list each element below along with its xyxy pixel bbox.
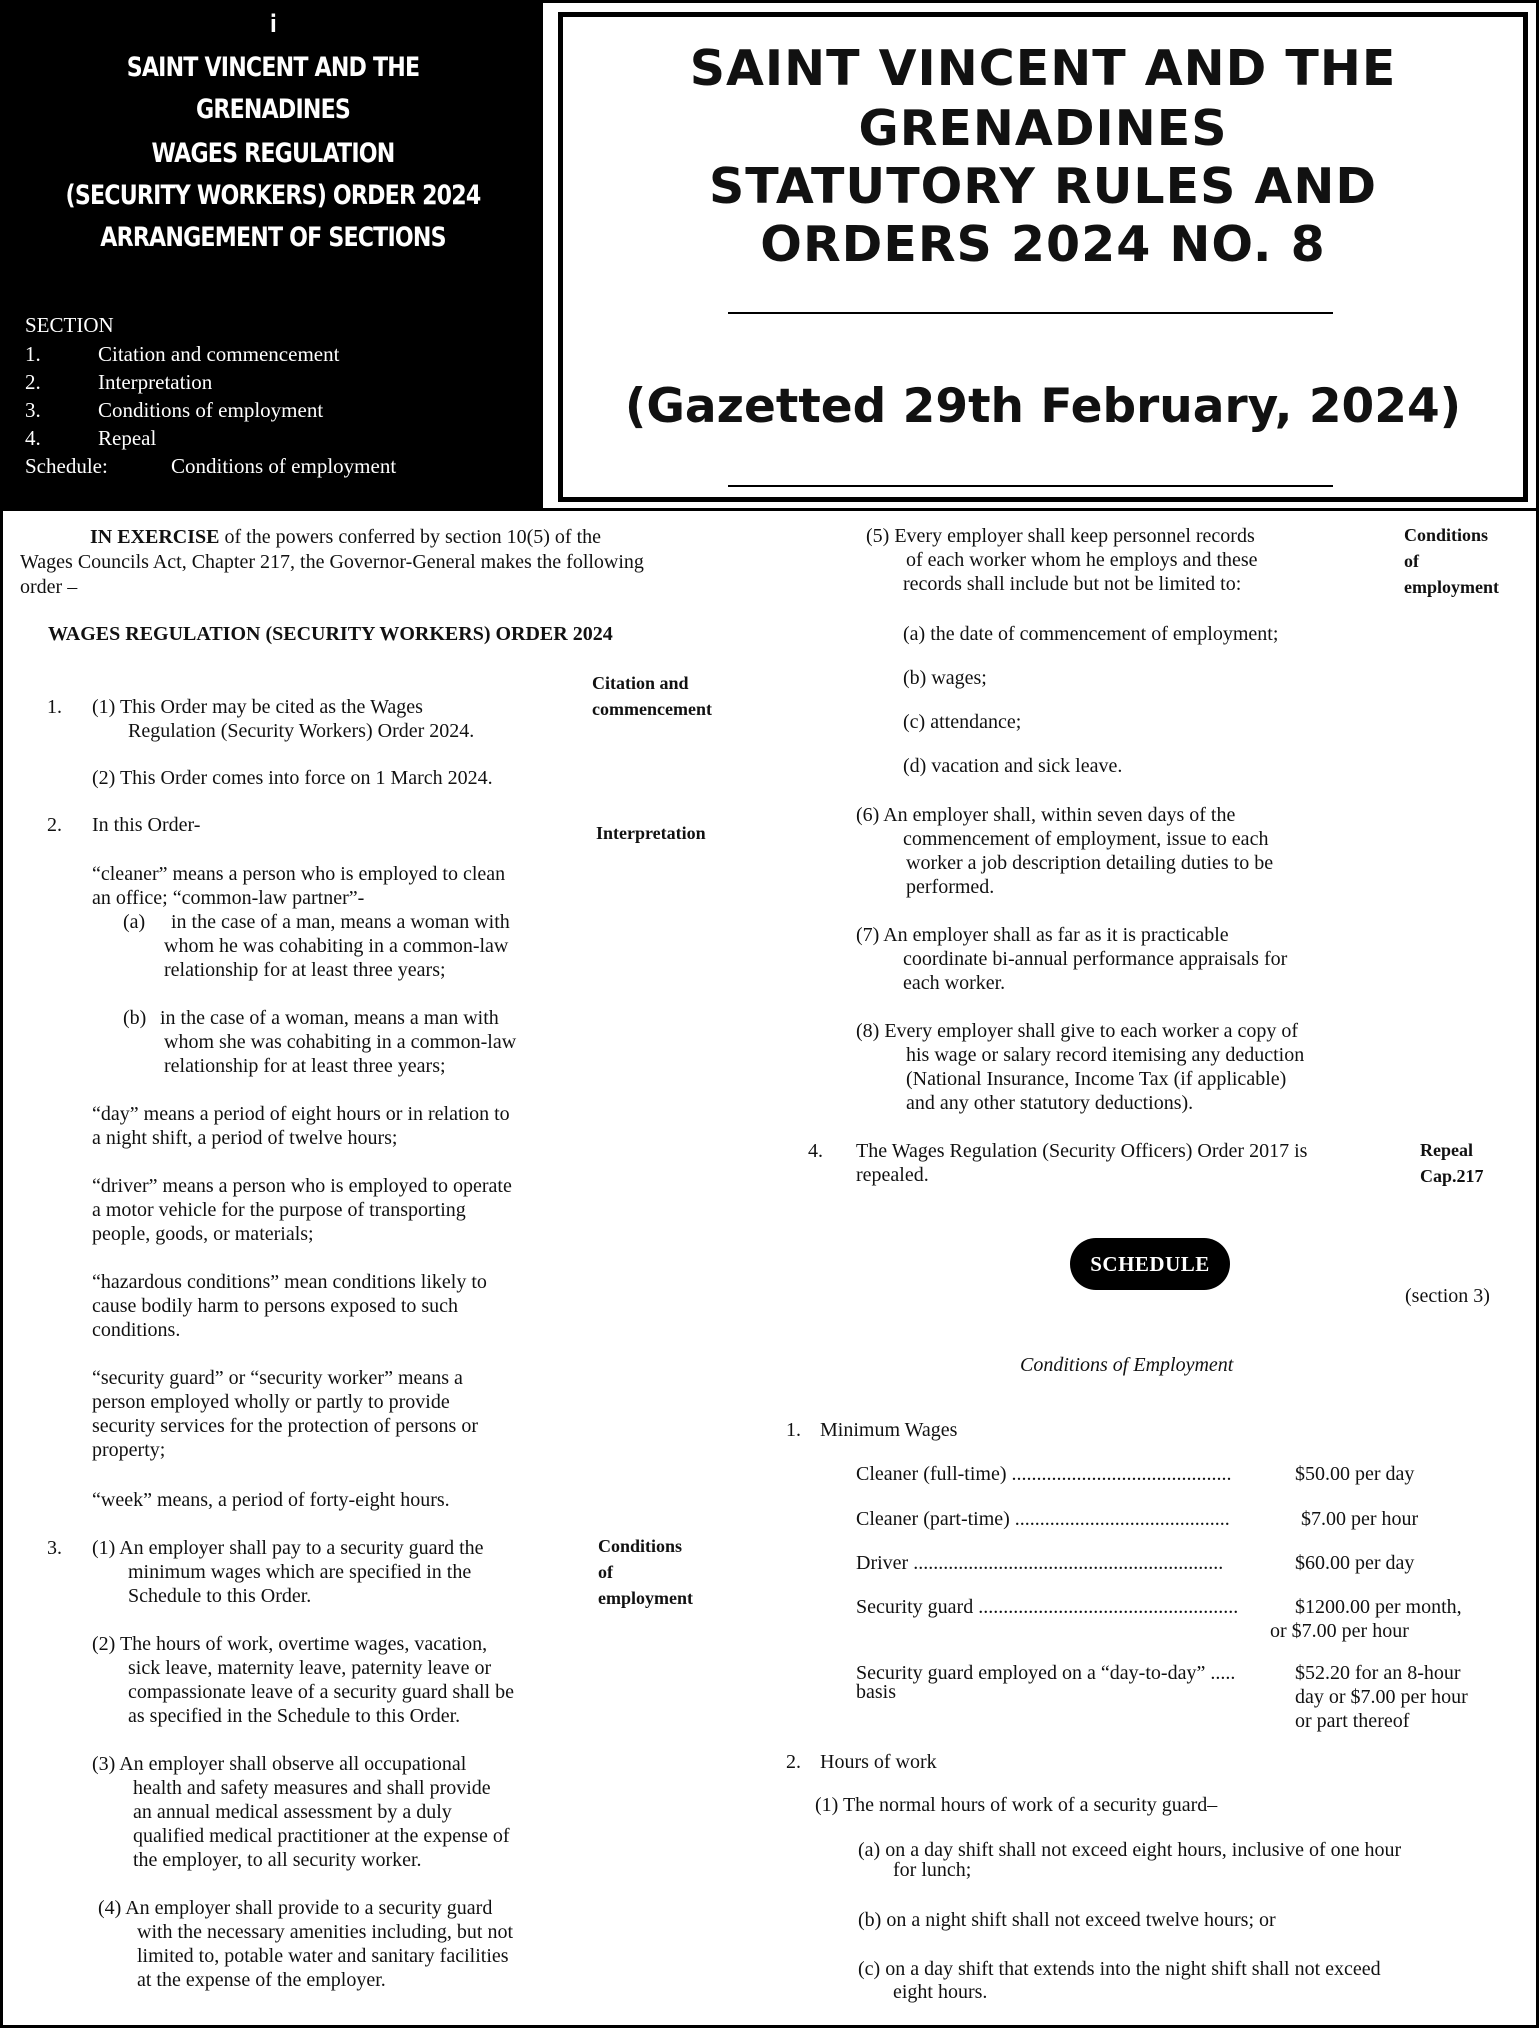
hw-a-1: (a) on a day shift shall not exceed eight hours, inclusive of one hour [858,1839,1402,1861]
s1-num: 1. [47,696,62,718]
section-2-num: 2. [25,370,41,394]
clp-a-2: whom he was cohabiting in a common-law [164,935,509,957]
wage-rate-security-guard-2: or $7.00 per hour [1270,1620,1409,1642]
hw-a-2: for lunch; [893,1859,972,1881]
def-haz-1: “hazardous conditions” mean conditions likely to [92,1271,487,1293]
wage-rate-dtd-1: $52.20 for an 8-hour [1295,1662,1461,1684]
section-ref: (section 3) [1405,1285,1490,1307]
title-rule-top [728,312,1333,314]
page-number: i [270,10,276,38]
def-haz-2: cause bodily harm to persons exposed to such [92,1295,459,1317]
mw-title: Minimum Wages [820,1419,958,1441]
wage-rate-security-guard: $1200.00 per month, [1295,1596,1462,1618]
s3-7-a: (7) An employer shall as far as it is practicable [856,924,1229,946]
intro-line-2: Wages Councils Act, Chapter 217, the Governor-General makes the following [20,551,644,573]
section-label: SECTION [25,313,114,337]
s3-8-c: (National Insurance, Income Tax (if applicable) [906,1068,1287,1090]
s4-margin-2: Cap.217 [1420,1166,1484,1186]
title-rule-bottom [728,485,1333,487]
s3-num: 3. [47,1537,62,1559]
clp-a-1: in the case of a man, means a woman with [171,911,510,933]
s4-margin-1: Repeal [1420,1140,1473,1160]
clp-b-3: relationship for at least three years; [164,1055,446,1077]
section-4-num: 4. [25,426,41,450]
intro-line-1-rest: of the powers conferred by section 10(5) of the [219,526,602,548]
s3-4-d: at the expense of the employer. [137,1969,386,1991]
s4-a: The Wages Regulation (Security Officers) Order 2017 is [856,1140,1308,1162]
arrangement-country: SAINT VINCENT AND THE GRENADINES [126,52,420,125]
section-1-title: Citation and commencement [98,342,340,366]
s3-4-a: (4) An employer shall provide to a security guard [98,1897,493,1919]
intro-bold: IN EXERCISE [90,526,220,548]
s3-3-b: health and safety measures and shall provide [133,1777,491,1799]
section-1-num: 1. [25,342,41,366]
s3-1-b: minimum wages which are specified in the [128,1561,472,1583]
schedule-heading: SCHEDULE [1070,1238,1230,1290]
s1-2: (2) This Order comes into force on 1 March 2024. [92,767,493,789]
s3-1-c: Schedule to this Order. [128,1585,312,1607]
s3-2-d: as specified in the Schedule to this Order. [128,1705,461,1727]
gazetted-date: (Gazetted 29th February, 2024) [624,379,1462,434]
s1-1-b: Regulation (Security Workers) Order 2024. [128,720,475,742]
s3-1-a: (1) An employer shall pay to a security guard the [92,1537,484,1559]
right-margin-3: employment [1404,577,1499,597]
title-box [558,12,1528,502]
hw-num: 2. [786,1751,801,1773]
header-divider [3,508,1536,511]
wage-role-cleaner-ft: Cleaner (full-time) ............................................ [856,1463,1232,1485]
title-line-2: GRENADINES [858,100,1228,157]
hw-c-2: eight hours. [893,1981,988,2003]
wage-role-cleaner-pt: Cleaner (part-time) ........................................... [856,1508,1230,1530]
wage-role-dtd-2: basis [856,1681,896,1703]
s3-3-c: an annual medical assessment by a duly [133,1801,452,1823]
def-sg-4: property; [92,1439,166,1461]
def-driver-1: “driver” means a person who is employed to operate [92,1175,512,1197]
wage-role-security-guard: Security guard .................................................... [856,1596,1239,1618]
s1-margin-2: commencement [592,699,712,719]
s4-b: repealed. [856,1164,929,1186]
s2-intro: In this Order- [92,814,201,836]
s2-num: 2. [47,814,62,836]
def-sg-1: “security guard” or “security worker” means a [92,1367,463,1389]
conditions-title: Conditions of Employment [1020,1354,1234,1376]
arrangement-title-2: (SECURITY WORKERS) ORDER 2024 [65,180,481,211]
wage-rate-cleaner-ft: $50.00 per day [1295,1463,1415,1485]
title-line-1: SAINT VINCENT AND THE [689,40,1397,97]
arrangement-title-1: WAGES REGULATION [151,138,395,169]
s3-5-c: records shall include but not be limited to: [903,573,1242,595]
def-driver-3: people, goods, or materials; [92,1223,314,1245]
clp-a-3: relationship for at least three years; [164,959,446,981]
record-c: (c) attendance; [903,711,1022,733]
s3-7-b: coordinate bi-annual performance appraisals for [903,948,1288,970]
s3-7-c: each worker. [903,972,1006,994]
intro-line-1 [90,525,601,550]
intro-line-3: order – [20,576,78,598]
s3-8-b: his wage or salary record itemising any deduction [906,1044,1305,1066]
hw-b: (b) on a night shift shall not exceed twelve hours; or [858,1909,1276,1931]
s3-8-a: (8) Every employer shall give to each worker a copy of [856,1020,1299,1042]
title-line-3: STATUTORY RULES AND [708,158,1378,215]
def-driver-2: a motor vehicle for the purpose of transporting [92,1199,466,1221]
s3-3-d: qualified medical practitioner at the expense of [133,1825,510,1847]
s3-6-c: worker a job description detailing duties to be [906,852,1274,874]
clp-a-label: (a) [123,911,146,933]
hw-title: Hours of work [820,1751,937,1773]
wage-rate-driver: $60.00 per day [1295,1552,1415,1574]
s2-margin: Interpretation [596,823,706,843]
hw-c-1: (c) on a day shift that extends into the night shift shall not exceed [858,1958,1381,1980]
order-heading: WAGES REGULATION (SECURITY WORKERS) ORDER 2024 [48,623,613,645]
wage-role-dtd-1: Security guard employed on a “day-to-day” ..... [856,1662,1236,1684]
record-d: (d) vacation and sick leave. [903,755,1123,777]
wage-rate-dtd-3: or part thereof [1295,1710,1410,1732]
s3-margin-2: of [598,1562,613,1582]
s3-6-d: performed. [906,876,995,898]
wage-rate-cleaner-pt: $7.00 per hour [1301,1508,1419,1530]
record-b: (b) wages; [903,667,987,689]
def-cleaner-2: an office; “common-law partner”- [92,887,365,909]
wage-role-driver: Driver .............................................................. [856,1552,1224,1574]
section-4-title: Repeal [98,426,157,450]
def-haz-3: conditions. [92,1319,181,1341]
s3-2-a: (2) The hours of work, overtime wages, vacation, [92,1633,488,1655]
s3-6-a: (6) An employer shall, within seven days of the [856,804,1236,826]
arrangement-box [3,3,543,508]
section-3-title: Conditions of employment [98,398,324,422]
schedule-title: Conditions of employment [171,454,397,478]
right-margin-2: of [1404,551,1419,571]
def-sg-3: security services for the protection of persons or [92,1415,478,1437]
def-day-2: a night shift, a period of twelve hours; [92,1127,398,1149]
s1-margin-1: Citation and [592,673,689,693]
s3-5-a: (5) Every employer shall keep personnel records [866,525,1255,547]
s3-6-b: commencement of employment, issue to each [903,828,1269,850]
s3-2-c: compassionate leave of a security guard shall be [128,1681,514,1703]
s4-num: 4. [808,1140,823,1162]
hw-1: (1) The normal hours of work of a security guard– [815,1794,1218,1816]
s3-2-b: sick leave, maternity leave, paternity leave or [128,1657,492,1679]
s3-margin-1: Conditions [598,1536,683,1556]
title-line-4: ORDERS 2024 NO. 8 [760,216,1326,273]
def-cleaner-1: “cleaner” means a person who is employed to clean [92,863,506,885]
section-2-title: Interpretation [98,370,213,394]
s3-8-d: and any other statutory deductions). [906,1092,1194,1114]
arrangement-title-3: ARRANGEMENT OF SECTIONS [100,222,446,253]
def-day-1: “day” means a period of eight hours or in relation to [92,1103,510,1125]
s1-1-a: (1) This Order may be cited as the Wages [92,696,423,718]
mw-num: 1. [786,1419,801,1441]
clp-b-2: whom she was cohabiting in a common-law [164,1031,517,1053]
record-a: (a) the date of commencement of employment; [903,623,1279,645]
wage-rate-dtd-2: day or $7.00 per hour [1295,1686,1468,1708]
right-margin-1: Conditions [1404,525,1489,545]
schedule-label: Schedule: [25,454,108,478]
s3-5-b: of each worker whom he employs and these [906,549,1258,571]
s3-3-a: (3) An employer shall observe all occupational [92,1753,467,1775]
s3-4-c: limited to, potable water and sanitary facilities [137,1945,509,1967]
section-3-num: 3. [25,398,41,422]
def-sg-2: person employed wholly or partly to provide [92,1391,450,1413]
def-week: “week” means, a period of forty-eight hours. [92,1489,450,1511]
clp-b-label: (b) [123,1007,147,1029]
s3-3-e: the employer, to all security worker. [133,1849,422,1871]
s3-margin-3: employment [598,1588,693,1608]
clp-b-1: in the case of a woman, means a man with [160,1007,499,1029]
s3-4-b: with the necessary amenities including, but not [137,1921,514,1943]
